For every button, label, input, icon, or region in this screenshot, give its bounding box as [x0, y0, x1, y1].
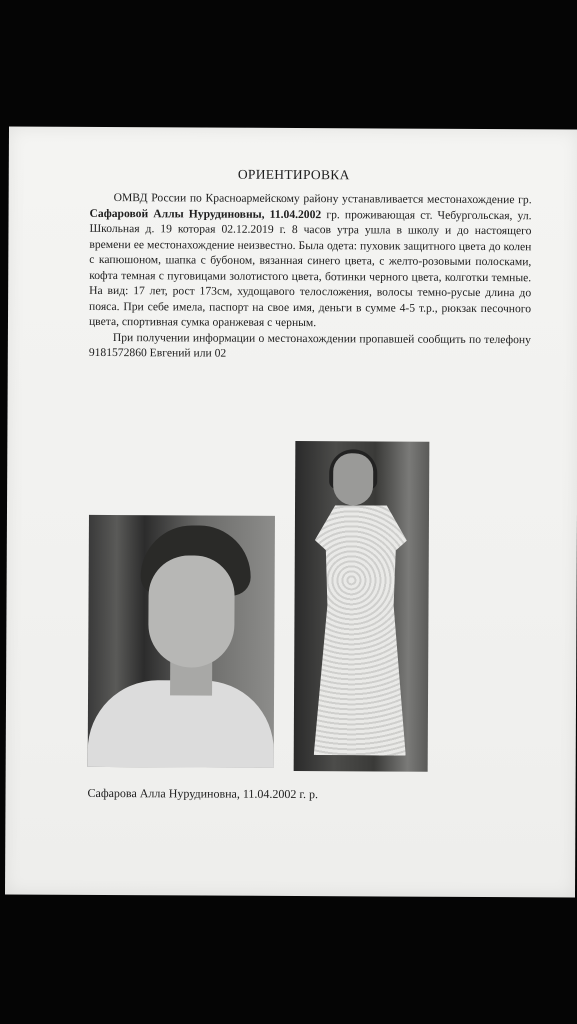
document-body — [89, 190, 532, 363]
missing-person-name: Сафаровой Аллы Нурудиновны, 11.04.2002 — [89, 206, 322, 221]
photo-caption: Сафарова Алла Нурудиновна, 11.04.2002 г. р. — [87, 785, 319, 802]
paragraph-contact: При получении информации о местонахождении пропавшей сообщить по телефону 9181572860 Евгений или 02 — [88, 330, 531, 360]
paragraph-details: гр. проживающая ст. Чебургольская, ул. Школьная д. 19 которая 02.12.2019 г. 8 часов утра ушла в школу и до настоящего времени ее местонахождение неизвестно. Была одета: пуховик защитного цвета до колен с капюшоном, шапка с бубоном, вязанная синего цвета, с желто-розовыми полосками, кофта темная с пуговицами золотистого цвета, ботинки черного цвета, колготки темные. На вид: 17 лет, рост 173см, худощавого телосложения, волосы темно-русые длина до пояса. При себе имела, паспорт на свое имя, деньги в сумме 4-5 т.р., рюкзак песочного цвета, спортивная сумка оранжевая с черным. — [88, 207, 532, 330]
paragraph-description — [89, 190, 532, 332]
document-title: ОРИЕНТИРОВКА — [237, 166, 350, 183]
full-length-photo — [294, 441, 430, 772]
portrait-photo — [88, 515, 275, 768]
paragraph-intro: ОМВД России по Красноармейскому району устанавливается местонахождение гр. — [113, 191, 532, 207]
document-page — [5, 127, 577, 898]
